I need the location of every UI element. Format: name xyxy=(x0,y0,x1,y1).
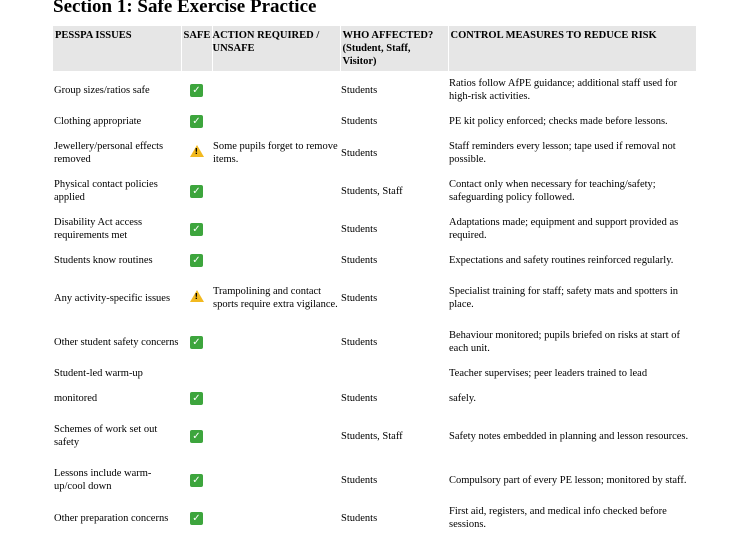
table-row xyxy=(53,172,696,210)
warning-icon xyxy=(190,290,204,302)
control-cell: safely. xyxy=(449,393,477,404)
section-title: Section 1: Safe Exercise Practice xyxy=(53,0,317,17)
action-cell xyxy=(212,323,340,361)
who-cell: Students xyxy=(341,84,378,96)
check-icon: ✓ xyxy=(190,223,203,236)
control-cell: Ratios follow AfPE guidance; additional staff used for high-risk activities. xyxy=(449,78,678,102)
check-icon: ✓ xyxy=(190,185,203,198)
issue-cell: Lessons include warm-up/cool down xyxy=(54,468,152,492)
header-control: CONTROL MEASURES TO REDUCE RISK xyxy=(448,26,696,71)
status-cell xyxy=(181,386,212,411)
action-cell xyxy=(212,461,340,499)
who-cell xyxy=(340,361,448,386)
action-cell xyxy=(212,361,340,386)
control-cell: Contact only when necessary for teaching/safety; safeguarding policy followed. xyxy=(449,179,656,203)
table-row xyxy=(53,134,696,172)
warning-icon xyxy=(190,145,204,157)
action-cell xyxy=(212,499,340,537)
header-action: ACTION REQUIRED / UNSAFE xyxy=(212,26,340,71)
issue-cell: monitored xyxy=(54,393,98,404)
control-cell: Staff reminders every lesson; tape used if removal not possible. xyxy=(449,141,676,165)
issue-cell: Physical contact policies applied xyxy=(54,179,158,203)
header-who: WHO AFFECTED? (Student, Staff, Visitor) xyxy=(340,26,448,71)
who-cell: Students, Staff xyxy=(341,430,403,442)
status-cell xyxy=(181,273,212,323)
who-cell: Students, Staff xyxy=(341,185,403,197)
issue-cell: Any activity-specific issues xyxy=(54,292,171,304)
action-cell xyxy=(212,172,340,210)
control-cell: Teacher supervises; peer leaders trained to lead xyxy=(449,368,648,379)
issue-cell: Other preparation concerns xyxy=(54,512,169,524)
check-icon: ✓ xyxy=(190,254,203,267)
header-issues: PESSPA ISSUES xyxy=(53,26,181,71)
status-cell xyxy=(181,248,212,273)
action-cell: Some pupils forget to remove items. xyxy=(213,141,338,165)
action-cell xyxy=(212,71,340,109)
status-cell xyxy=(181,71,212,109)
status-cell xyxy=(181,210,212,248)
header-safe: SAFE xyxy=(181,26,212,71)
table-row xyxy=(53,273,696,323)
check-icon: ✓ xyxy=(190,84,203,97)
who-cell: Students xyxy=(341,474,378,486)
issue-cell: Students know routines xyxy=(54,255,153,266)
table-row xyxy=(53,210,696,248)
check-icon: ✓ xyxy=(190,336,203,349)
who-cell: Students xyxy=(341,147,378,159)
issue-cell: Group sizes/ratios safe xyxy=(54,84,150,96)
table-row xyxy=(53,411,696,461)
risk-assessment-table xyxy=(53,26,697,537)
table-row xyxy=(53,323,696,361)
who-cell: Students xyxy=(341,223,378,235)
control-cell: PE kit policy enforced; checks made before lessons. xyxy=(449,116,668,127)
status-cell xyxy=(181,172,212,210)
who-cell: Students xyxy=(341,292,378,304)
who-cell: Students xyxy=(341,512,378,524)
status-cell xyxy=(181,361,212,386)
table-row xyxy=(53,499,696,537)
control-cell: Expectations and safety routines reinforced regularly. xyxy=(449,255,674,266)
action-cell xyxy=(212,210,340,248)
control-cell: Compulsory part of every PE lesson; monitored by staff. xyxy=(449,474,687,486)
issue-cell: Student-led warm-up xyxy=(54,368,143,379)
status-cell xyxy=(181,499,212,537)
issue-cell: Disability Act access requirements met xyxy=(54,217,143,241)
action-cell xyxy=(212,411,340,461)
check-icon: ✓ xyxy=(190,115,203,128)
who-cell: Students xyxy=(341,255,378,266)
check-icon: ✓ xyxy=(190,392,203,405)
issue-cell: Clothing appropriate xyxy=(54,116,142,127)
who-cell: Students xyxy=(341,393,378,404)
check-icon: ✓ xyxy=(190,474,203,487)
status-cell xyxy=(181,134,212,172)
action-cell xyxy=(212,109,340,134)
issue-cell: Schemes of work set out safety xyxy=(54,424,158,448)
status-cell xyxy=(181,411,212,461)
control-cell: Behaviour monitored; pupils briefed on risks at start of each unit. xyxy=(449,330,680,354)
table-row xyxy=(53,386,696,411)
who-cell: Students xyxy=(341,116,378,127)
header-row xyxy=(53,26,696,71)
action-cell: Trampolining and contact sports require extra vigilance. xyxy=(213,286,338,310)
who-cell: Students xyxy=(341,336,378,348)
control-cell: Specialist training for staff; safety mats and spotters in place. xyxy=(449,286,679,310)
status-cell xyxy=(181,461,212,499)
status-cell xyxy=(181,323,212,361)
check-icon: ✓ xyxy=(190,430,203,443)
issue-cell: Jewellery/personal effects removed xyxy=(54,141,164,165)
control-cell: First aid, registers, and medical info checked before sessions. xyxy=(449,506,667,530)
table-row xyxy=(53,461,696,499)
action-cell xyxy=(212,386,340,411)
table-row xyxy=(53,248,696,273)
status-cell xyxy=(181,109,212,134)
control-cell: Adaptations made; equipment and support provided as required. xyxy=(449,217,679,241)
table-row xyxy=(53,109,696,134)
table-row xyxy=(53,71,696,109)
table-row xyxy=(53,361,696,386)
control-cell: Safety notes embedded in planning and lesson resources. xyxy=(449,430,689,442)
action-cell xyxy=(212,248,340,273)
issue-cell: Other student safety concerns xyxy=(54,336,179,348)
check-icon: ✓ xyxy=(190,512,203,525)
